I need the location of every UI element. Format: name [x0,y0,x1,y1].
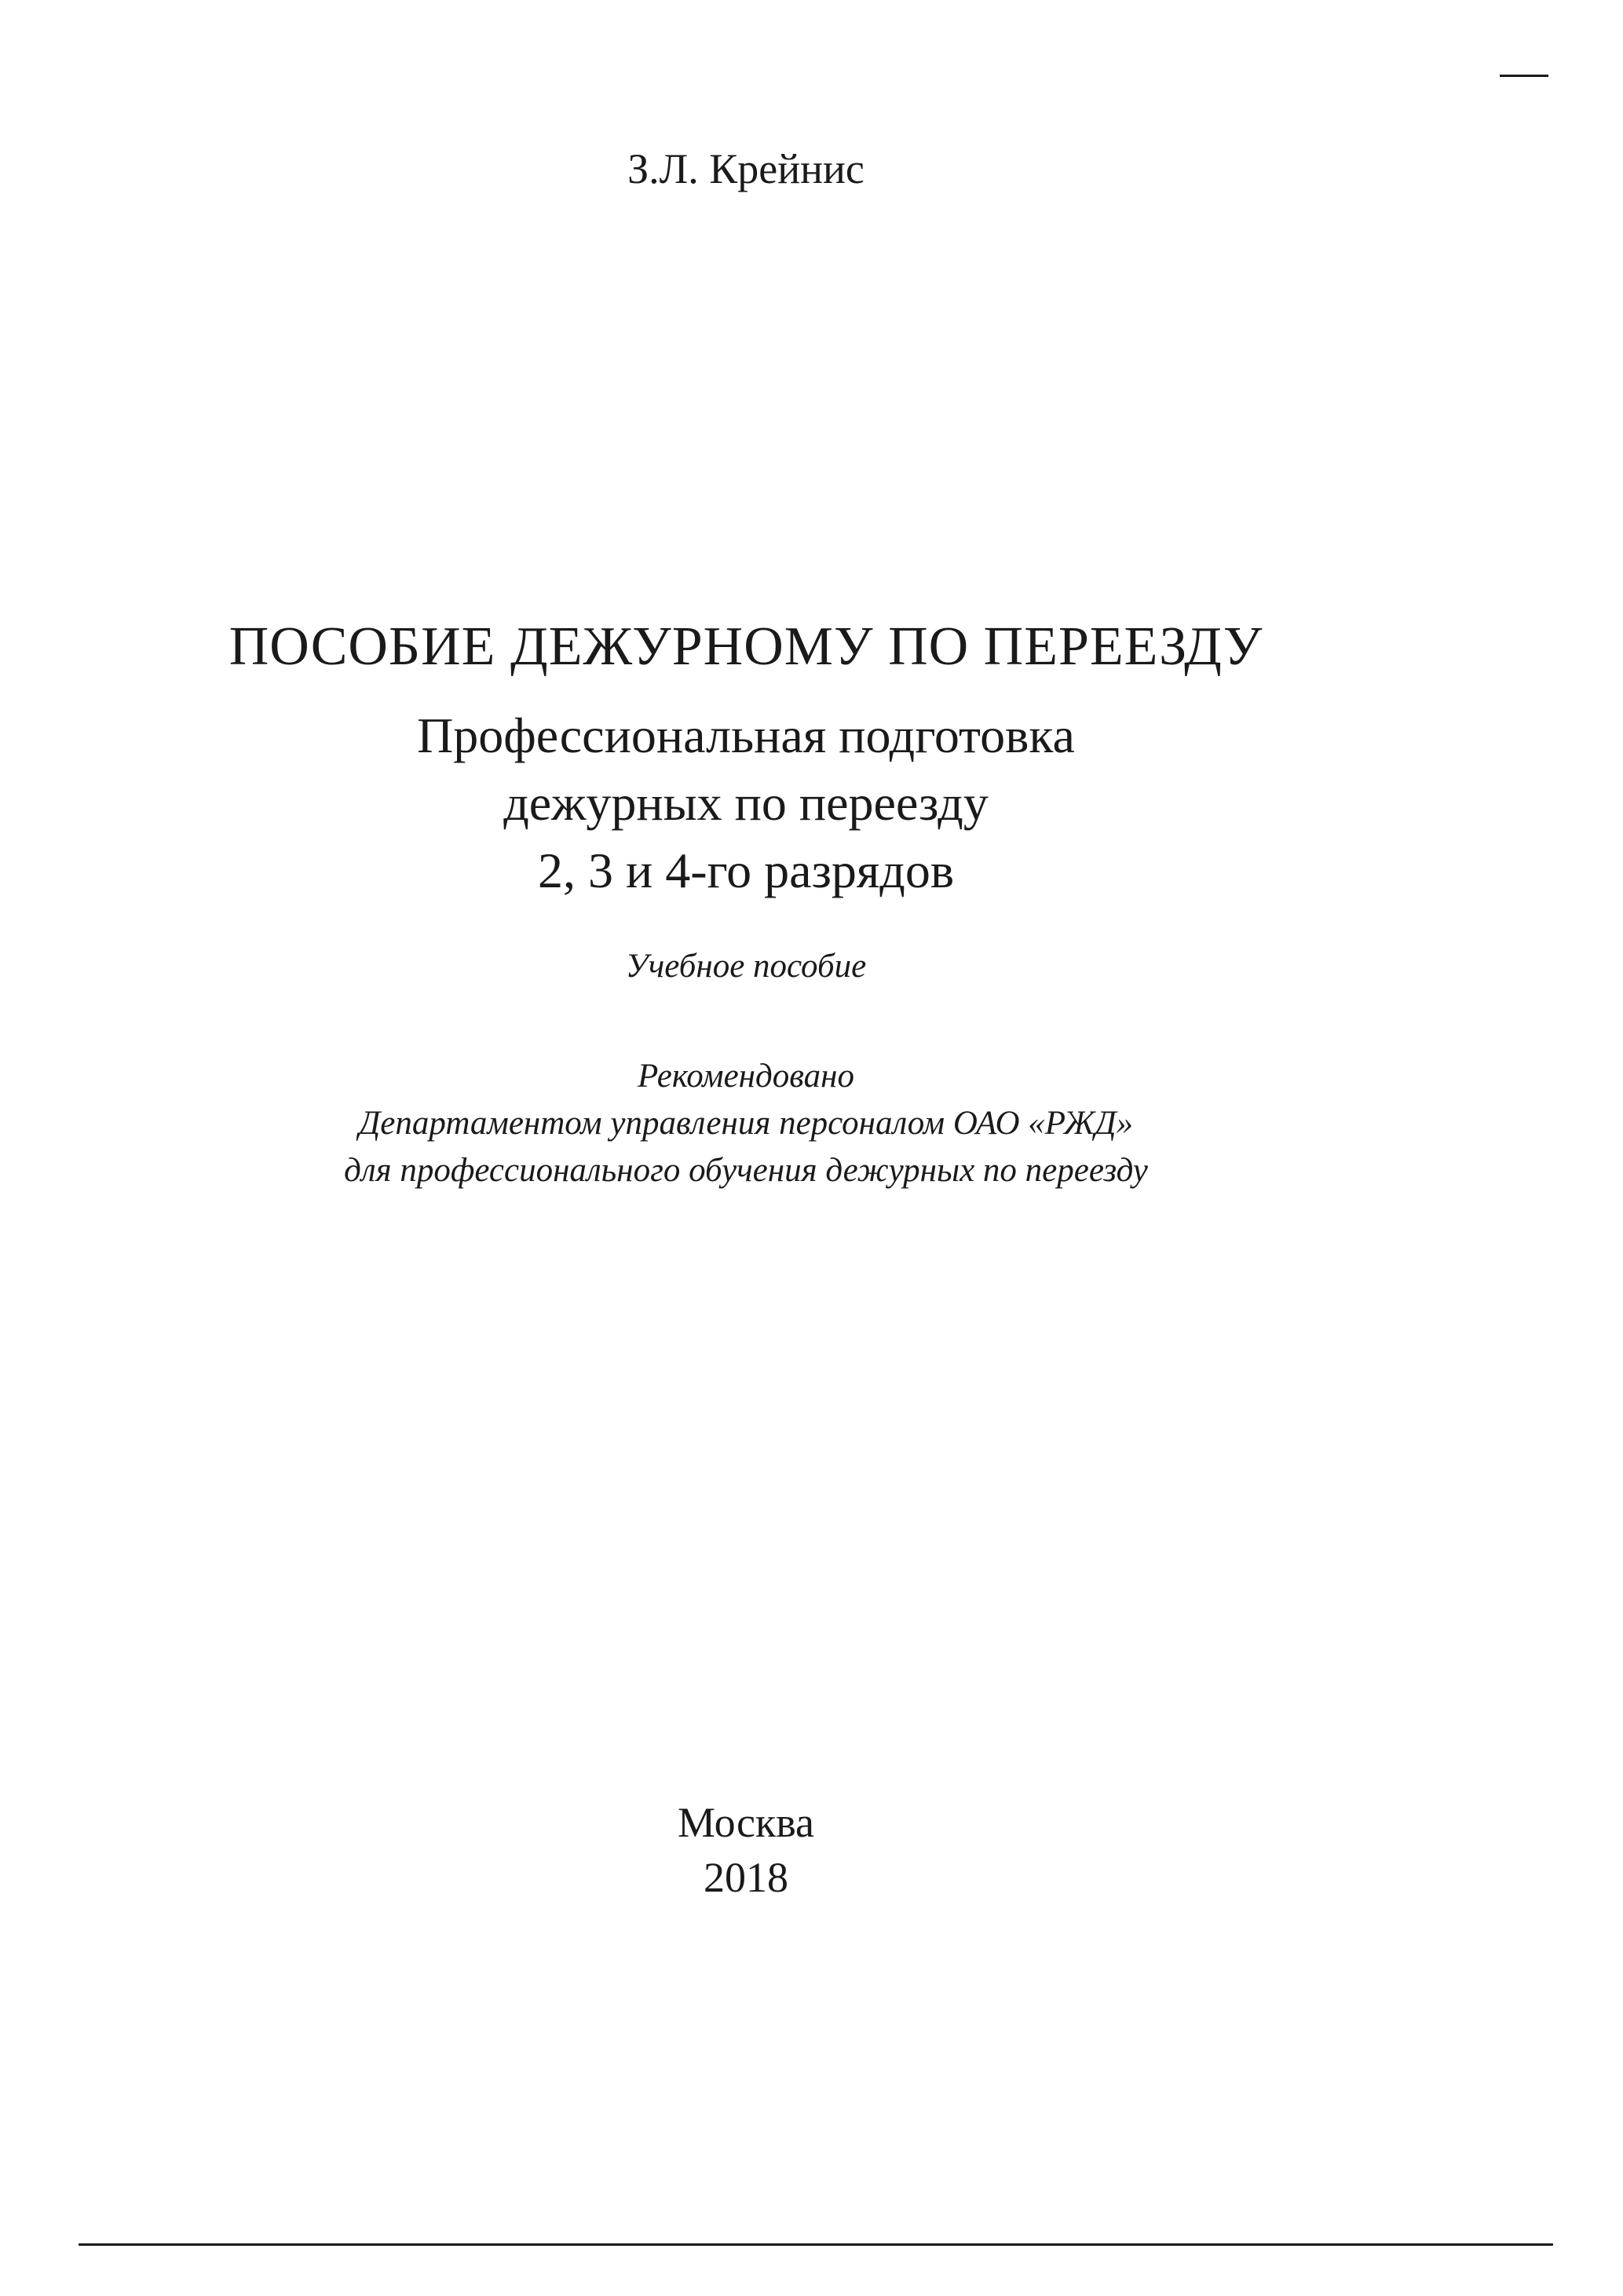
publication-genre: Учебное пособие [625,948,867,985]
recommendation-line-1: Рекомендовано [638,1058,854,1095]
publication-year: 2018 [704,1854,788,1901]
publication-city: Москва [678,1799,814,1846]
recommendation-line-2: Департаментом управления персоналом ОАО «РЖД» [358,1105,1134,1142]
book-title: ПОСОБИЕ ДЕЖУРНОМУ ПО ПЕРЕЕЗДУ [228,616,1263,677]
author-name: З.Л. Крейнис [627,145,865,192]
top-corner-rule [1500,75,1548,77]
subtitle-line-1: Профессиональная подготовка [417,707,1075,763]
subtitle-line-3: 2, 3 и 4-го разрядов [537,843,955,898]
subtitle-line-2: дежурных по переезду [503,775,989,831]
recommendation-line-3: для профессионального обучения дежурных по переезду [344,1152,1148,1189]
bottom-rule [79,2243,1553,2246]
